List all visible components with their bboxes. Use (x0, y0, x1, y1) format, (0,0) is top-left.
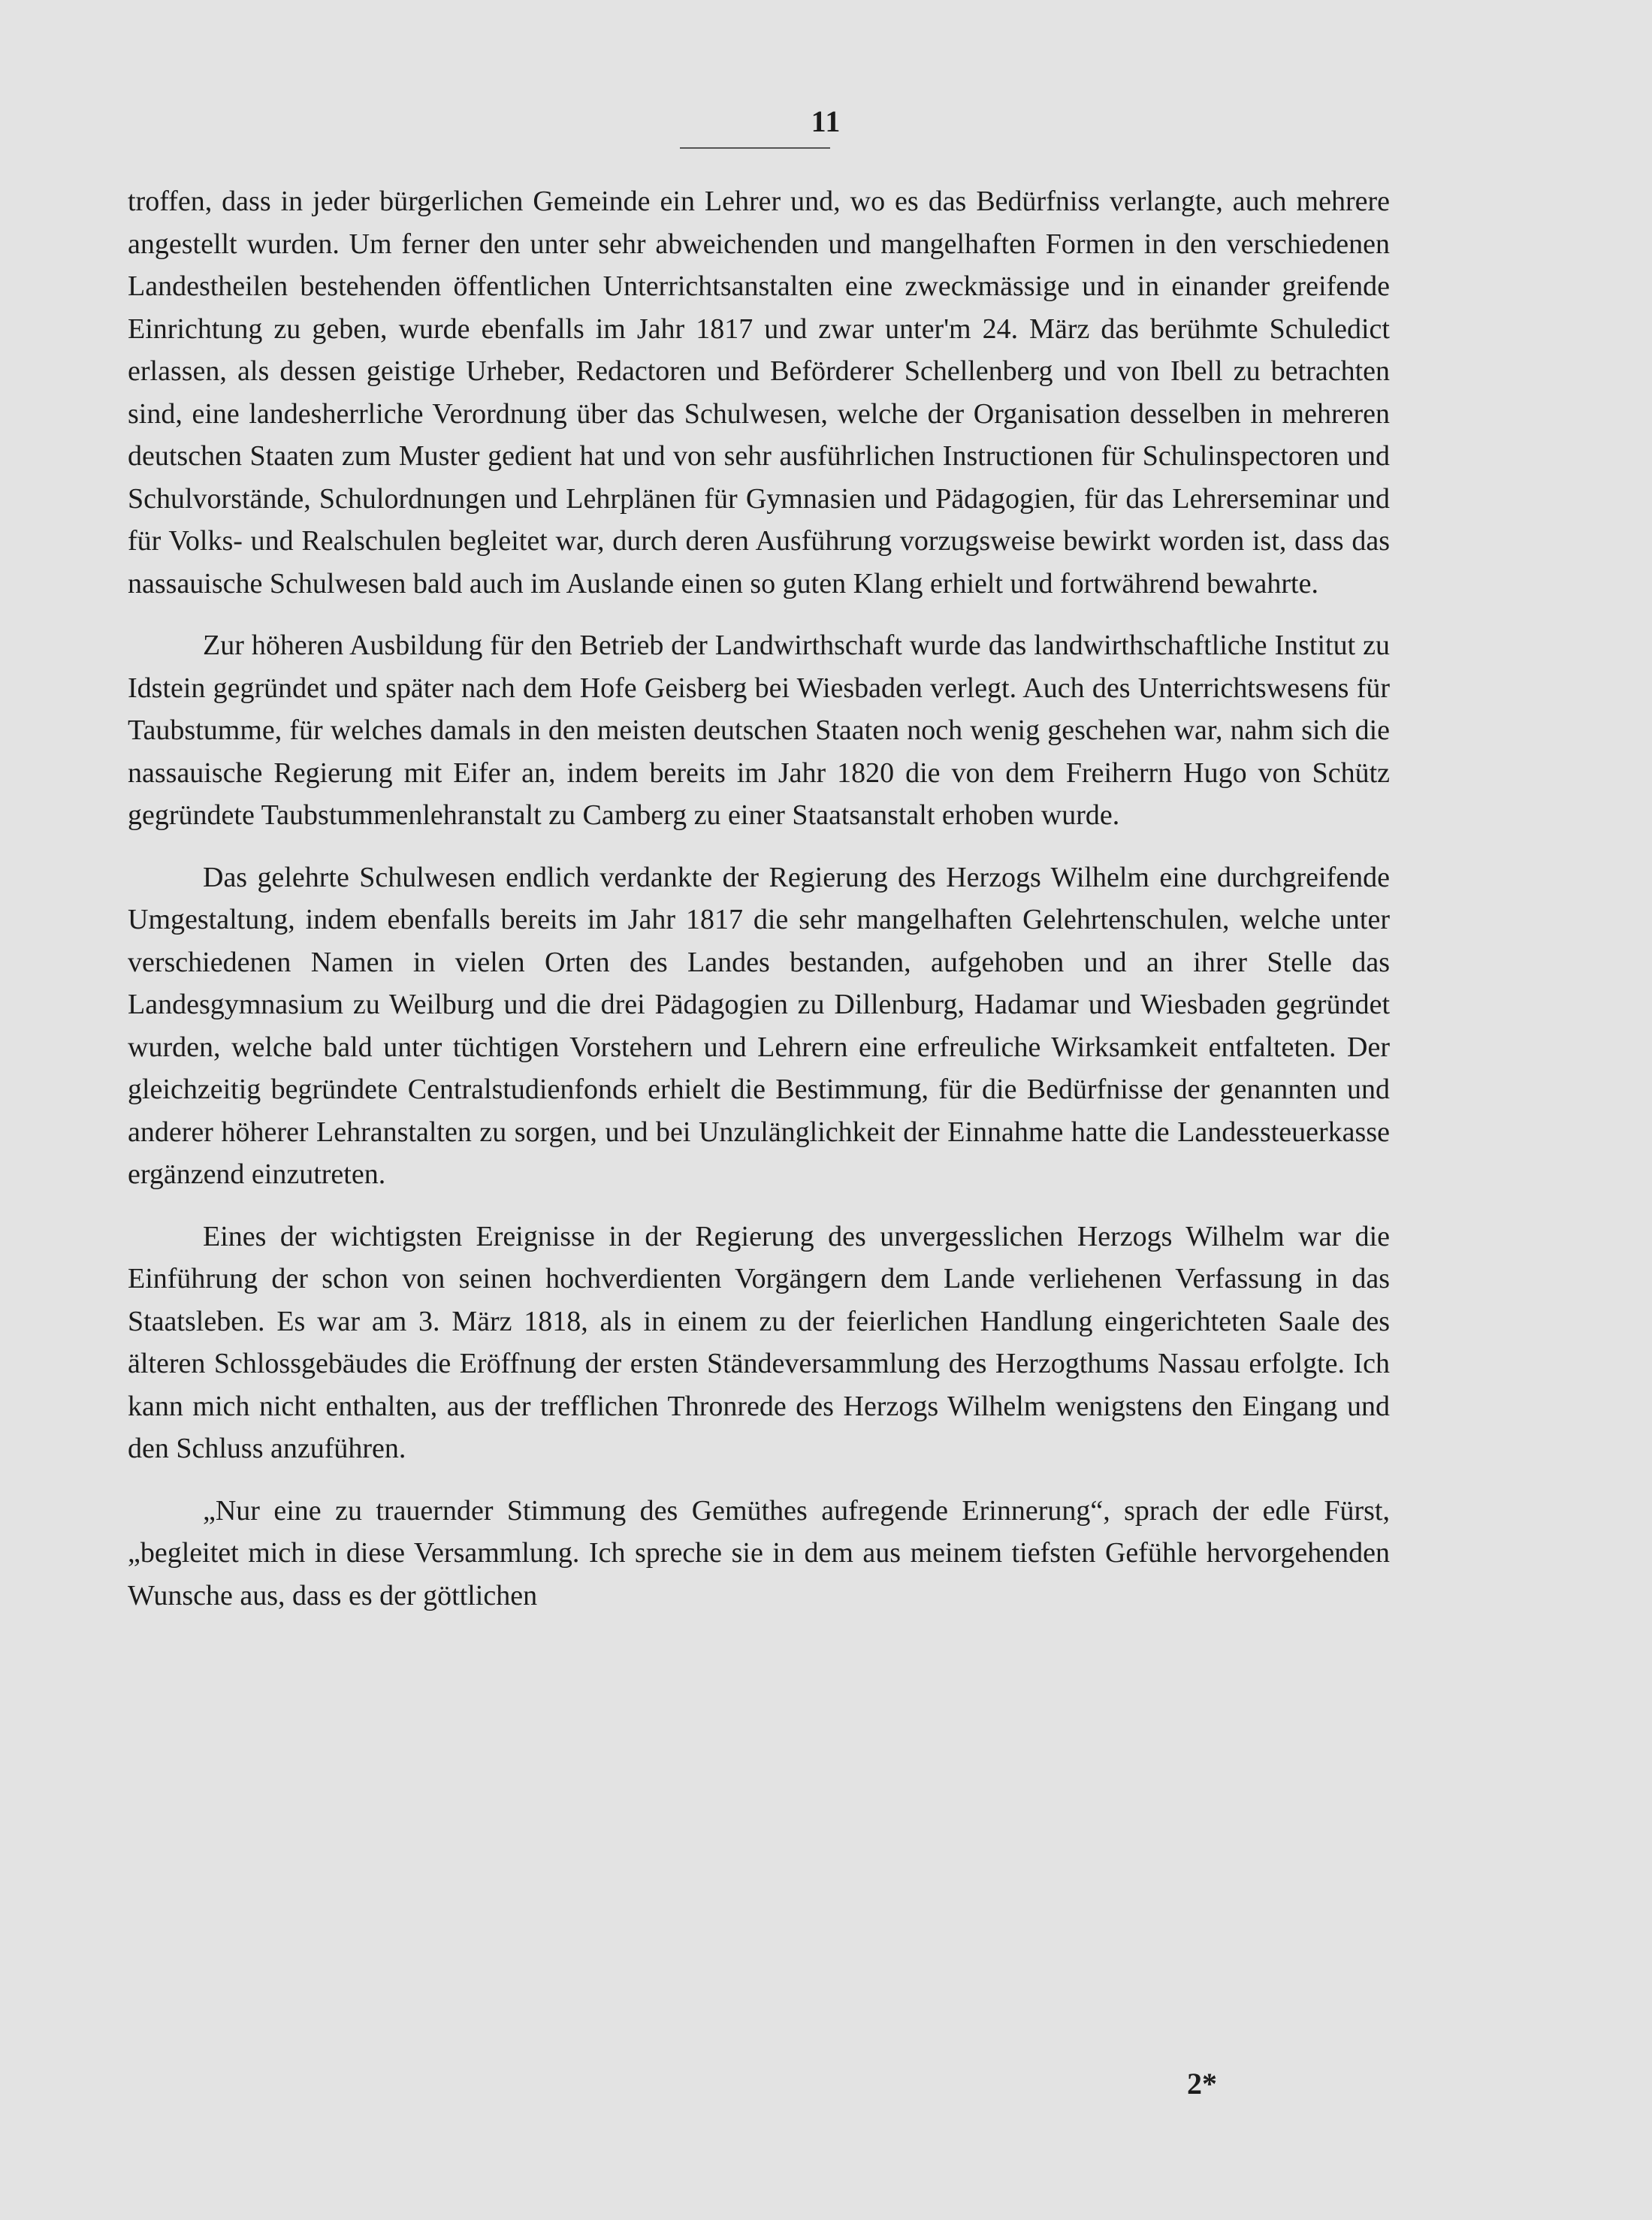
paragraph-3: Das gelehrte Schulwesen endlich verdankte der Regierung des Herzogs Wilhelm eine durchgreifende Umgestaltung, indem ebenfalls bereits im Jahr 1817 die sehr mangelhaften Gelehrtenschulen, welche unter verschiedenen Namen in vielen Orten des Landes bestanden, aufgehoben und an ihrer Stelle das Landesgymnasium zu Weilburg und die drei Pädagogien zu Dillenburg, Hadamar und Wiesbaden gegründet wurden, welche bald unter tüchtigen Vorstehern und Lehrern eine erfreuliche Wirksamkeit entfalteten. Der gleichzeitig begründete Centralstudienfonds erhielt die Bestimmung, für die Bedürfnisse der genannten und anderer höherer Lehranstalten zu sorgen, und bei Unzulänglichkeit der Einnahme hatte die Landessteuerkasse ergänzend einzutreten. (128, 861, 1390, 1190)
page-number: 11 (811, 104, 841, 138)
signature-mark: 2* (1187, 2067, 1217, 2101)
paragraph-5: „Nur eine zu trauernder Stimmung des Gemüthes aufregende Erinnerung“, sprach der edle Fürst, „begleitet mich in diese Versammlung. Ich spreche sie in dem aus meinem tiefsten Gefühle hervorgehenden Wunsche aus, dass es der göttlichen (128, 1494, 1390, 1611)
header-rule (680, 147, 830, 149)
body-text (128, 180, 1390, 1636)
paragraph-4: Eines der wichtigsten Ereignisse in der Regierung des unvergesslichen Herzogs Wilhelm war die Einführung der schon von seinen hochverdienten Vorgängern dem Lande verliehenen Verfassung in das Staatsleben. Es war am 3. März 1818, als in einem zu der feierlichen Handlung eingerichteten Saale des älteren Schlossgebäudes die Eröffnung der ersten Ständeversammlung des Herzogthums Nassau erfolgte. Ich kann mich nicht enthalten, aus der trefflichen Thronrede des Herzogs Wilhelm wenigstens den Eingang und den Schluss anzuführen. (128, 1220, 1390, 1464)
paragraph-2: Zur höheren Ausbildung für den Betrieb der Landwirthschaft wurde das landwirthschaftliche Institut zu Idstein gegründet und später nach dem Hofe Geisberg bei Wiesbaden verlegt. Auch des Unterrichtswesens für Taubstumme, für welches damals in den meisten deutschen Staaten noch wenig geschehen war, nahm sich die nassauische Regierung mit Eifer an, indem bereits im Jahr 1820 die von dem Freiherrn Hugo von Schütz gegründete Taubstummenlehranstalt zu Camberg zu einer Staatsanstalt erhoben wurde. (128, 630, 1390, 831)
paragraph-1: troffen, dass in jeder bürgerlichen Gemeinde ein Lehrer und, wo es das Bedürfniss verlangte, auch mehrere angestellt wurden. Um ferner den unter sehr abweichenden und mangelhaften Formen in den verschiedenen Landestheilen bestehenden öffentlichen Unterrichtsanstalten eine zweckmässige und in einander greifende Einrichtung zu geben, wurde ebenfalls im Jahr 1817 und zwar unter'm 24. März das berühmte Schuledict erlassen, als dessen geistige Urheber, Redactoren und Beförderer Schellenberg und von Ibell zu betrachten sind, eine landesherrliche Verordnung über das Schulwesen, welche der Organisation desselben in mehreren deutschen Staaten zum Muster gedient hat und von sehr ausführlichen Instructionen für Schulinspectoren und Schulvorstände, Schulordnungen und Lehrplänen für Gymnasien und Pädagogien, für das Lehrerseminar und für Volks- und Realschulen begleitet war, durch deren Ausführung vorzugsweise bewirkt worden ist, dass das nassauische Schulwesen bald auch im Auslande einen so guten Klang erhielt und fortwährend bewahrte. (128, 186, 1390, 600)
